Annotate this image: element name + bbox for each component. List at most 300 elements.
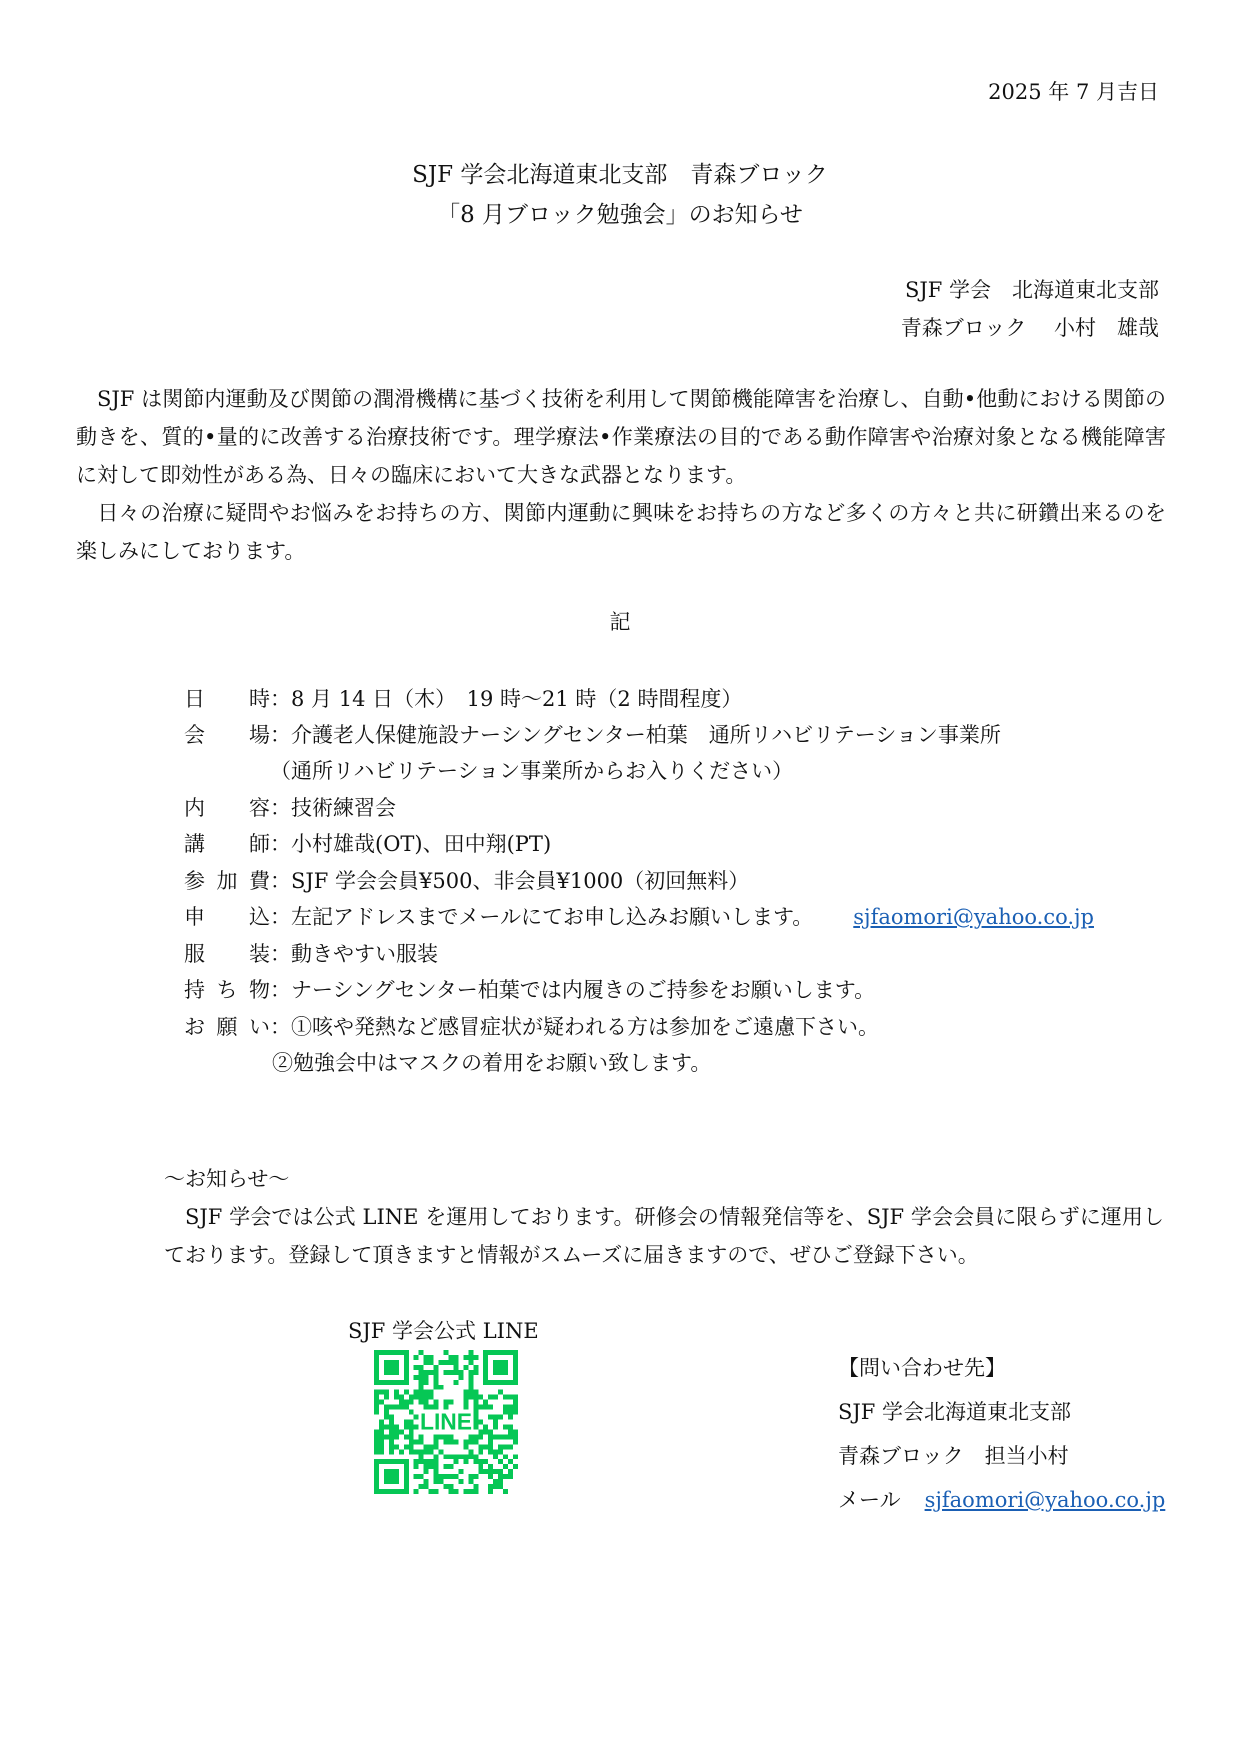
detail-label: 講 師 [184,832,270,856]
qr-module [513,1395,518,1400]
qr-module [389,1420,394,1425]
qr-module [389,1439,394,1444]
qr-module [384,1410,389,1415]
qr-module [424,1444,429,1449]
qr-module [488,1489,493,1494]
qr-module [444,1360,449,1365]
qr-module [419,1350,424,1355]
notice-body-text: SJF 学会では公式 LINE を運用しております。研修会の情報発信等を、SJF 学会会員に限らずに運用しております。登録して頂きますと情報がスムーズに届きますので、ぜひご登録下さい。 [164,1205,1164,1267]
qr-module [394,1390,399,1395]
qr-module [488,1444,493,1449]
qr-module [444,1484,449,1489]
qr-module [419,1449,424,1454]
qr-module [429,1355,434,1360]
line-qr-code[interactable] [374,1350,518,1494]
qr-module [458,1469,463,1474]
qr-module [463,1444,468,1449]
document-date: 2025 年 7 月吉日 [988,80,1159,104]
page-title-line-2: 「8 月ブロック勉強会」のお知らせ [437,202,803,228]
qr-module [399,1429,404,1434]
detail-row-content [184,790,396,826]
qr-module [374,1434,379,1439]
qr-module [468,1385,473,1390]
qr-module [444,1350,449,1355]
qr-module [429,1449,434,1454]
qr-module [429,1464,434,1469]
qr-module [374,1405,379,1410]
qr-module [468,1370,473,1375]
qr-module [424,1360,429,1365]
qr-module [473,1424,478,1429]
qr-module [473,1434,478,1439]
qr-module [424,1484,429,1489]
qr-module [473,1410,478,1415]
qr-module [508,1434,513,1439]
qr-module [488,1469,493,1474]
qr-module [493,1434,498,1439]
qr-module [434,1459,439,1464]
qr-module [389,1415,394,1420]
qr-module [493,1454,498,1459]
qr-module [404,1424,409,1429]
qr-module [404,1444,409,1449]
qr-module [414,1415,419,1420]
qr-module [434,1400,439,1405]
qr-module [498,1444,503,1449]
request-item-2: ②勉強会中はマスクの着用をお願い致します。 [272,1051,712,1075]
qr-module [493,1479,498,1484]
detail-colon: ： [270,942,291,966]
qr-module [503,1405,508,1410]
qr-module [473,1474,478,1479]
qr-module [419,1390,424,1395]
qr-module [439,1434,444,1439]
qr-module [394,1429,399,1434]
detail-label: 服 装 [184,942,270,966]
qr-module [374,1439,379,1444]
qr-module [488,1405,493,1410]
qr-module [404,1405,409,1410]
qr-module [424,1370,429,1375]
qr-module [513,1400,518,1405]
qr-module [473,1355,478,1360]
qr-module [498,1459,503,1464]
qr-module [409,1439,414,1444]
qr-module [448,1464,453,1469]
qr-module [439,1474,444,1479]
issuer-person: 青森ブロック 小村 雄哉 [900,316,1159,340]
qr-module [429,1395,434,1400]
qr-module [424,1390,429,1395]
qr-module [389,1434,394,1439]
qr-module [508,1474,513,1479]
qr-module [389,1429,394,1434]
qr-module [513,1434,518,1439]
detail-colon: ： [270,687,291,711]
qr-logo-text: LINE [420,1408,472,1435]
qr-module [453,1360,458,1365]
contact-email-label: メール [838,1488,901,1512]
qr-module [409,1434,414,1439]
qr-module [414,1355,419,1360]
qr-module [424,1395,429,1400]
qr-module [483,1429,488,1434]
qr-module [453,1474,458,1479]
qr-module [424,1375,429,1380]
qr-module [448,1355,453,1360]
qr-module [384,1405,389,1410]
qr-module [374,1400,379,1405]
qr-module [429,1390,434,1395]
detail-colon: ： [270,832,291,856]
qr-module [503,1454,508,1459]
qr-module [434,1454,439,1459]
qr-module [399,1405,404,1410]
qr-module [434,1380,439,1385]
qr-module [374,1444,379,1449]
qr-module [513,1405,518,1410]
qr-module [409,1400,414,1405]
qr-finder-center [493,1360,508,1375]
detail-colon: ： [270,1015,291,1039]
qr-module [439,1385,444,1390]
qr-module [493,1449,498,1454]
qr-module [458,1370,463,1375]
qr-module [498,1474,503,1479]
qr-module [498,1449,503,1454]
notice-heading: 〜お知らせ〜 [164,1167,290,1191]
qr-module [384,1415,389,1420]
qr-module [448,1484,453,1489]
qr-module [448,1370,453,1375]
qr-module [434,1464,439,1469]
qr-module [468,1395,473,1400]
qr-module [439,1360,444,1365]
qr-module [414,1390,419,1395]
qr-module [488,1484,493,1489]
qr-module [379,1420,384,1425]
qr-module [493,1424,498,1429]
qr-module [434,1439,439,1444]
qr-module [488,1429,493,1434]
detail-row-fee [184,863,749,899]
qr-module [513,1439,518,1444]
qr-module [483,1444,488,1449]
qr-module [424,1400,429,1405]
qr-module [463,1390,468,1395]
detail-colon: ： [270,978,291,1002]
qr-module [429,1444,434,1449]
detail-colon: ： [270,869,291,893]
contact-email-row [838,1478,1165,1522]
qr-module [399,1395,404,1400]
detail-colon: ： [270,723,291,747]
qr-module [409,1424,414,1429]
qr-module [394,1405,399,1410]
qr-module [483,1405,488,1410]
qr-module [374,1410,379,1415]
qr-module [404,1390,409,1395]
qr-module [414,1375,419,1380]
detail-value: 動きやすい服装 [291,942,438,966]
qr-module [483,1459,488,1464]
detail-label: 日 時 [184,687,270,711]
intro-paragraph-1-text: SJF は関節内運動及び関節の潤滑機構に基づく技術を利用して関節機能障害を治療し、自動•他動における関節の動きを、質的•量的に改善する治療技術です。理学療法•作業療法の目的である動作障害や治療対象となる機能障害に対して即効性がある為、日々の臨床において大きな武器となります。 [76,387,1166,487]
qr-module [414,1464,419,1469]
qr-module [448,1439,453,1444]
contact-organization: SJF 学会北海道東北支部 [838,1400,1072,1424]
qr-module [473,1395,478,1400]
qr-module [458,1375,463,1380]
contact-email-link[interactable]: sjfaomori@yahoo.co.jp [924,1488,1166,1512]
qr-module [508,1429,513,1434]
qr-module [458,1479,463,1484]
qr-module [498,1484,503,1489]
qr-module [394,1395,399,1400]
qr-module [503,1395,508,1400]
detail-value: ①咳や発熱など感冒症状が疑われる方は参加をご遠慮下さい。 [291,1015,879,1039]
qr-module [468,1390,473,1395]
qr-label: SJF 学会公式 LINE [348,1319,539,1343]
qr-module [473,1405,478,1410]
qr-module [434,1385,439,1390]
apply-email-link[interactable]: sjfaomori@yahoo.co.jp [853,905,1094,929]
detail-value: ナーシングセンター柏葉では内履きのご持参をお願いします。 [291,978,876,1002]
qr-module [463,1400,468,1405]
qr-module [503,1489,508,1494]
qr-module [429,1459,434,1464]
qr-module [498,1415,503,1420]
notice-body [164,1198,1164,1274]
qr-module [473,1439,478,1444]
qr-module [498,1390,503,1395]
qr-module [513,1464,518,1469]
contact-person: 青森ブロック 担当小村 [838,1444,1069,1468]
detail-value: 介護老人保健施設ナーシングセンター柏葉 通所リハビリテーション事業所 [291,723,1001,747]
qr-module [513,1429,518,1434]
qr-module [384,1395,389,1400]
qr-module [419,1395,424,1400]
qr-module [424,1469,429,1474]
qr-module [414,1424,419,1429]
qr-module [389,1424,394,1429]
detail-row-request [184,1009,879,1045]
qr-module [419,1459,424,1464]
qr-module [419,1484,424,1489]
detail-value: 技術練習会 [291,796,396,820]
qr-module [473,1420,478,1425]
detail-colon: ： [270,796,291,820]
qr-module [414,1439,419,1444]
qr-module [488,1395,493,1400]
qr-module [424,1464,429,1469]
qr-module [424,1449,429,1454]
qr-module [508,1469,513,1474]
qr-module [478,1405,483,1410]
qr-module [478,1464,483,1469]
qr-module [424,1380,429,1385]
qr-module [399,1400,404,1405]
qr-module [473,1365,478,1370]
qr-module [478,1444,483,1449]
qr-module [419,1365,424,1370]
qr-module [453,1370,458,1375]
qr-module [404,1420,409,1425]
qr-module [513,1454,518,1459]
qr-module [508,1415,513,1420]
qr-module [468,1380,473,1385]
qr-module [419,1375,424,1380]
qr-module [434,1479,439,1484]
qr-module [473,1489,478,1494]
qr-module [409,1395,414,1400]
qr-module [414,1449,419,1454]
qr-module [473,1400,478,1405]
qr-module [483,1400,488,1405]
qr-module [379,1439,384,1444]
qr-module [448,1400,453,1405]
qr-module [448,1360,453,1365]
qr-module [473,1415,478,1420]
qr-module [488,1474,493,1479]
qr-module [384,1434,389,1439]
qr-module [444,1434,449,1439]
contact-block [838,1346,1165,1522]
qr-module [498,1434,503,1439]
qr-module [508,1424,513,1429]
qr-module [414,1489,419,1494]
qr-module [429,1360,434,1365]
qr-module [488,1464,493,1469]
qr-module [493,1415,498,1420]
qr-module [468,1350,473,1355]
qr-module [453,1489,458,1494]
qr-module [419,1380,424,1385]
qr-module [508,1405,513,1410]
qr-module [508,1395,513,1400]
qr-module [374,1449,379,1454]
qr-module [463,1459,468,1464]
qr-module [493,1469,498,1474]
qr-module [468,1479,473,1484]
qr-module [468,1375,473,1380]
qr-module [498,1469,503,1474]
qr-module [453,1380,458,1385]
qr-module [419,1385,424,1390]
qr-module [478,1420,483,1425]
qr-module [478,1449,483,1454]
qr-module [483,1469,488,1474]
qr-module [424,1355,429,1360]
qr-module [404,1400,409,1405]
qr-module [448,1454,453,1459]
qr-module [414,1365,419,1370]
qr-module [473,1390,478,1395]
qr-module [463,1454,468,1459]
qr-module [434,1469,439,1474]
qr-module [444,1454,449,1459]
qr-module [498,1479,503,1484]
qr-module [404,1434,409,1439]
qr-module [453,1439,458,1444]
qr-module [389,1444,394,1449]
qr-module [468,1439,473,1444]
detail-row-date [184,681,742,717]
qr-module [488,1415,493,1420]
qr-module [473,1459,478,1464]
qr-module [503,1410,508,1415]
qr-finder-center [384,1469,399,1484]
qr-module [463,1489,468,1494]
qr-module [488,1434,493,1439]
qr-module [448,1489,453,1494]
contact-heading: 【問い合わせ先】 [838,1356,1006,1380]
detail-value: 小村雄哉(OT)、田中翔(PT) [291,832,552,856]
qr-module [493,1395,498,1400]
qr-module [503,1444,508,1449]
qr-module [473,1484,478,1489]
qr-module [468,1360,473,1365]
qr-module [503,1474,508,1479]
qr-module [493,1420,498,1425]
qr-module [414,1459,419,1464]
qr-module [478,1429,483,1434]
qr-module [513,1410,518,1415]
qr-module [453,1365,458,1370]
qr-module [473,1370,478,1375]
qr-module [444,1370,449,1375]
qr-module [503,1424,508,1429]
detail-label: 申 込 [184,905,270,929]
qr-module [419,1400,424,1405]
qr-module [508,1444,513,1449]
detail-value: 左記アドレスまでメールにてお申し込みお願いします。 [291,905,814,929]
qr-module [389,1405,394,1410]
qr-module [384,1390,389,1395]
qr-module [468,1449,473,1454]
qr-module [508,1459,513,1464]
qr-module [453,1355,458,1360]
qr-module [444,1474,449,1479]
qr-module [483,1424,488,1429]
qr-module [374,1395,379,1400]
qr-module [409,1444,414,1449]
qr-module [453,1459,458,1464]
qr-module [444,1439,449,1444]
qr-module [419,1439,424,1444]
qr-module [409,1420,414,1425]
qr-module [458,1454,463,1459]
qr-module [374,1390,379,1395]
qr-module [419,1474,424,1479]
qr-module [468,1355,473,1360]
qr-module [389,1449,394,1454]
detail-label: 参加費 [184,869,270,893]
qr-module [419,1434,424,1439]
qr-module [424,1479,429,1484]
qr-module [439,1449,444,1454]
qr-module [379,1449,384,1454]
qr-module [379,1429,384,1434]
qr-module [419,1370,424,1375]
qr-module [409,1410,414,1415]
qr-module [444,1400,449,1405]
qr-module [394,1434,399,1439]
qr-module [478,1434,483,1439]
qr-module [414,1474,419,1479]
venue-note: （通所リハビリテーション事業所からお入りください） [270,759,794,783]
qr-module [503,1434,508,1439]
